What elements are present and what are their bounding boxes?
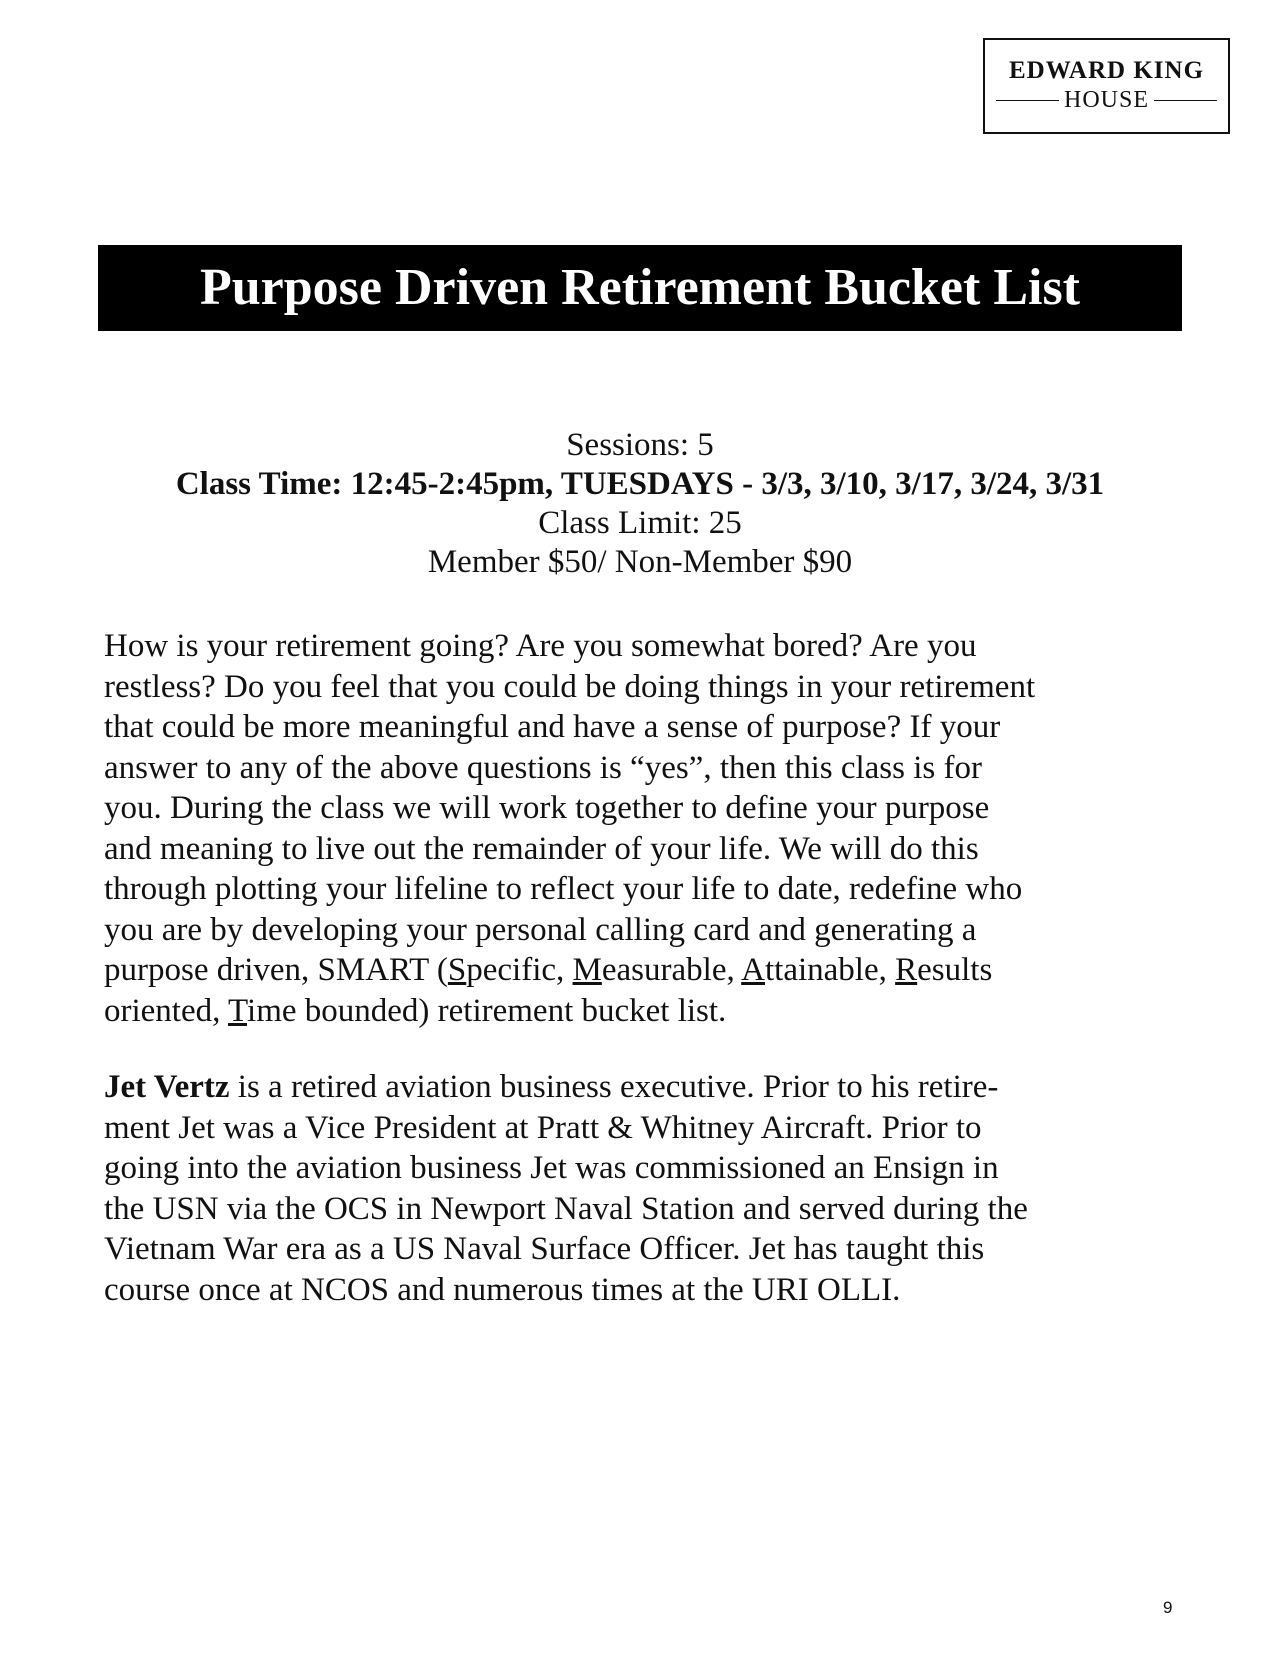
logo-subline	[985, 87, 1228, 113]
description-line: that could be more meaningful and have a sense of purpose? If your	[104, 709, 1001, 745]
edward-king-house-logo	[983, 38, 1230, 134]
bio-line: going into the aviation business Jet was commissioned an Ensign in	[104, 1150, 999, 1186]
text-run: pecific,	[466, 952, 573, 988]
class-details	[98, 426, 1182, 582]
page-title: Purpose Driven Retirement Bucket List	[98, 245, 1182, 331]
bio-line: Vietnam War era as a US Naval Surface Officer. Jet has taught this	[104, 1231, 985, 1267]
text-run: esults	[917, 952, 993, 988]
description-line	[104, 991, 1189, 1032]
logo-house: HOUSE	[1063, 87, 1149, 113]
description-line: you. During the class we will work together to define your purpose	[104, 790, 990, 826]
text-run: purpose driven, SMART (	[104, 952, 448, 988]
logo-rule-right	[1154, 100, 1217, 101]
text-run: is a retired aviation business executive. Prior to his retire-	[229, 1069, 999, 1105]
price: Member $50/ Non-Member $90	[427, 544, 853, 580]
underlined-letter: S	[447, 952, 467, 988]
underlined-letter: A	[741, 952, 765, 988]
description-line: How is your retirement going? Are you somewhat bored? Are you	[104, 628, 977, 664]
description-line	[104, 950, 1189, 991]
bio-line: ment Jet was a Vice President at Pratt & Whitney Aircraft. Prior to	[104, 1109, 982, 1146]
bio-line: the USN via the OCS in Newport Naval Station and served during the	[104, 1190, 1028, 1227]
description-line: restless? Do you feel that you could be doing things in your retirement	[104, 668, 1036, 705]
underlined-letter: M	[572, 952, 602, 988]
description-line: and meaning to live out the remainder of your life. We will do this	[104, 830, 979, 867]
description-line: answer to any of the above questions is “yes”, then this class is for	[104, 749, 982, 786]
underlined-letter: R	[895, 952, 918, 988]
text-run: easurable,	[601, 952, 742, 988]
bio-line: course once at NCOS and numerous times at the URI OLLI.	[104, 1271, 901, 1308]
instructor-name: Jet Vertz	[104, 1069, 230, 1105]
bio-line	[104, 1067, 1189, 1108]
course-description	[104, 626, 1189, 1031]
logo-rule-left	[996, 100, 1059, 101]
sessions: Sessions: 5	[566, 427, 714, 463]
description-line: through plotting your lifeline to reflect your life to date, redefine who	[104, 871, 1023, 907]
description-line: you are by developing your personal calling card and generating a	[104, 911, 977, 948]
class-limit: Class Limit: 25	[538, 505, 742, 541]
page-number: 9	[1163, 1598, 1173, 1617]
underlined-letter: T	[228, 992, 248, 1029]
text-run: ime bounded) retirement bucket list.	[247, 992, 727, 1029]
text-run: ttainable,	[765, 952, 896, 988]
class-time: Class Time: 12:45-2:45pm, TUESDAYS - 3/3, 3/10, 3/17, 3/24, 3/31	[175, 466, 1105, 502]
instructor-bio	[104, 1067, 1189, 1310]
logo-name: EDWARD KING	[1008, 57, 1205, 84]
text-run: oriented,	[104, 992, 229, 1029]
